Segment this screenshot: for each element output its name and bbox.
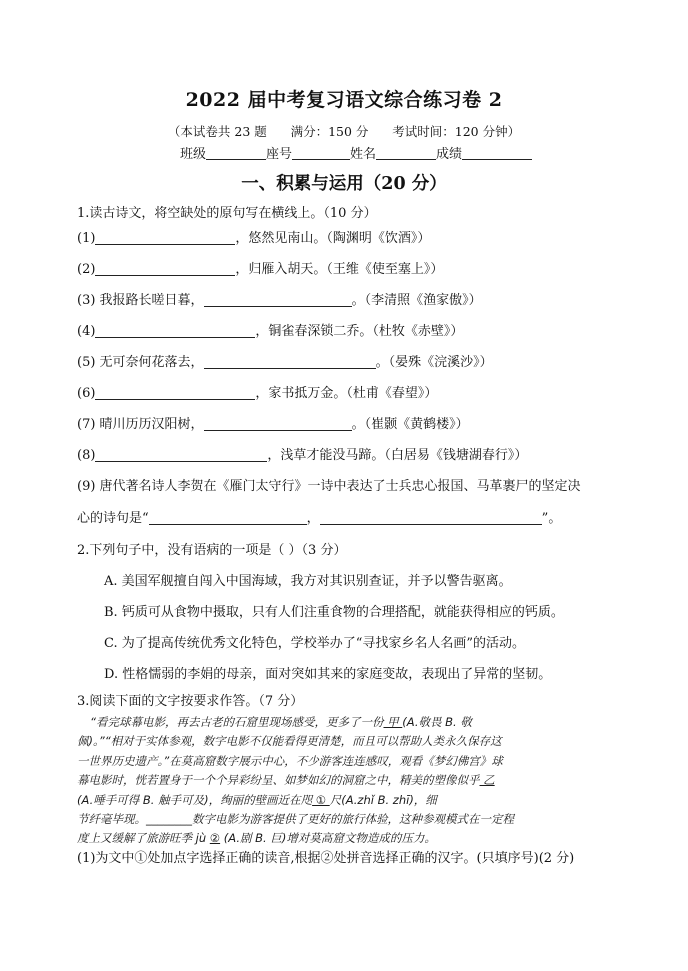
q1-item-5 — [77, 354, 493, 372]
passage-line-1-tail: (A.敬畏 B. 敬 — [402, 715, 472, 729]
q2-option-a[interactable]: A. 美国军舰擅自闯入中国海域，我方对其识别查证，并予以警告驱离。 — [104, 574, 512, 589]
passage-line-5-tail: 尺(A.zhǐ B. zhī)，细 — [329, 792, 437, 807]
q1-item-3 — [77, 292, 482, 310]
student-info-fields — [180, 143, 532, 162]
q1-item-7-post: 。（崔颢《黄鹤楼》） — [351, 417, 469, 432]
field-name-input[interactable] — [376, 146, 436, 160]
q1-item-4 — [77, 323, 463, 341]
q1-item-2-pre: (2) — [77, 262, 96, 277]
field-class-input[interactable] — [206, 146, 266, 160]
passage-line-4-text: 幕电影时，恍若置身于一个个异彩纷呈、如梦如幻的洞窟之中，精美的塑像似乎 — [77, 773, 480, 788]
q1-item-1-pre: (1) — [77, 231, 96, 246]
q2-stem: 2.下列句子中，没有语病的一项是（ ）（3 分） — [77, 543, 347, 558]
blank-jia[interactable]: 甲 — [383, 715, 403, 729]
q1-item-3-pre: (3) 我报路长嗟日暮， — [77, 293, 204, 308]
q1-item-9-pre: 心的诗句是“ — [77, 511, 149, 526]
blank-2[interactable]: ② — [209, 831, 221, 846]
q1-item-9-mid: ， — [306, 511, 320, 526]
q3-passage — [77, 713, 615, 849]
q1-item-4-blank[interactable] — [95, 323, 255, 338]
passage-line-7 — [77, 829, 615, 848]
q1-item-5-pre: (5) 无可奈何花落去， — [77, 355, 204, 370]
q1-item-9-blank-a[interactable] — [149, 510, 307, 525]
q1-item-3-post: 。（李清照《渔家傲》） — [351, 293, 482, 308]
q1-item-8-blank[interactable] — [95, 447, 267, 462]
q1-item-2 — [77, 261, 443, 279]
field-class-label: 班级 — [180, 147, 207, 162]
q1-item-9-line1: (9) 唐代著名诗人李贺在《雁门太守行》一诗中表达了士兵忠心报国、马革裹尸的坚定决 — [77, 479, 581, 494]
passage-line-6: 节纤毫毕现。________数字电影为游客提供了更好的旅行体验，这种参观模式在一定程 — [77, 811, 514, 826]
field-name-label: 姓名 — [350, 147, 377, 162]
field-seat-label: 座号 — [266, 147, 293, 162]
q1-item-5-blank[interactable] — [204, 354, 376, 369]
q2-option-b[interactable]: B. 钙质可从食物中摄取，只有人们注重食物的合理搭配，就能获得相应的钙质。 — [104, 605, 564, 620]
q2-option-c[interactable]: C. 为了提高传统优秀文化特色，学校举办了“寻找家乡名人名画”的活动。 — [104, 636, 526, 651]
q1-item-8 — [77, 447, 527, 465]
passage-line-1 — [77, 713, 615, 732]
q1-item-9-blank-b[interactable] — [320, 510, 542, 525]
field-score — [436, 143, 532, 162]
q1-item-5-post: 。（晏殊《浣溪沙》） — [375, 355, 493, 370]
q1-stem: 1.读古诗文，将空缺处的原句写在横线上。（10 分） — [77, 206, 377, 221]
passage-line-7-text: 度上又缓解了旅游旺季 jù — [77, 831, 210, 846]
q1-item-1-blank[interactable] — [95, 230, 235, 245]
q1-item-8-post: ，浅草才能没马蹄。（白居易《钱塘湖春行》） — [267, 448, 528, 463]
field-name — [350, 143, 436, 162]
passage-line-5-text: (A.唾手可得 B. 触手可及)，绚丽的壁画近在咫 — [77, 792, 313, 807]
q1-item-2-post: ，归雁入胡天。（王维《使至塞上》） — [235, 262, 444, 277]
q2-option-d[interactable]: D. 性格懦弱的李娟的母亲，面对突如其来的家庭变故，表现出了异常的坚韧。 — [104, 667, 552, 682]
q1-item-3-blank[interactable] — [204, 292, 352, 307]
blank-yi[interactable]: 乙 — [479, 773, 495, 788]
field-score-label: 成绩 — [436, 147, 463, 162]
q1-item-7-pre: (7) 晴川历历汉阳树， — [77, 417, 204, 432]
field-class — [180, 143, 266, 162]
q1-item-1-post: ，悠然见南山。（陶渊明《饮酒》） — [235, 231, 431, 246]
exam-title: 2022 届中考复习语文综合练习卷 2 — [185, 89, 503, 111]
q1-item-2-blank[interactable] — [95, 261, 235, 276]
q1-item-7-blank[interactable] — [204, 416, 352, 431]
q1-item-4-pre: (4) — [77, 324, 96, 339]
q1-item-1 — [77, 230, 430, 248]
section-title: 一、积累与运用（20 分） — [241, 174, 447, 194]
passage-line-4 — [77, 771, 615, 790]
q1-item-9-line2 — [77, 510, 561, 528]
passage-line-1-text: “看完球幕电影，再去古老的石窟里现场感受，更多了一份 — [90, 715, 384, 729]
q1-item-8-pre: (8) — [77, 448, 96, 463]
q1-item-9-post: ”。 — [541, 511, 562, 526]
q1-item-6-blank[interactable] — [95, 385, 255, 400]
field-seat-input[interactable] — [292, 146, 350, 160]
q1-item-6 — [77, 385, 437, 403]
passage-line-2: 佩)。”“相对于实体参观，数字电影不仅能看得更清楚，而且可以帮助人类永久保存这 — [77, 734, 502, 749]
passage-line-7-tail: (A.剧 B. 巨)增对莫高窟文物造成的压力。 — [220, 831, 436, 846]
exam-meta: （本试卷共 23 题 满分：150 分 考试时间：120 分钟） — [167, 124, 521, 139]
passage-line-5 — [77, 791, 615, 810]
q1-item-6-post: ，家书抵万金。（杜甫《春望》） — [255, 386, 438, 401]
field-score-input[interactable] — [462, 146, 532, 160]
q1-item-4-post: ，铜雀春深锁二乔。（杜牧《赤壁》） — [255, 324, 464, 339]
blank-1[interactable]: ① — [312, 792, 330, 807]
passage-line-3: 一世界历史遗产。”在莫高窟数字展示中心，不少游客连连感叹，观看《梦幻佛宫》球 — [77, 753, 503, 768]
q1-item-6-pre: (6) — [77, 386, 96, 401]
q3-sub-1: (1)为文中①处加点字选择正确的读音,根据②处拼音选择正确的汉字。(只填序号)(2 分) — [77, 851, 575, 866]
q1-item-7 — [77, 416, 469, 434]
q3-stem: 3.阅读下面的文字按要求作答。（7 分） — [77, 694, 304, 709]
field-seat — [266, 143, 350, 162]
